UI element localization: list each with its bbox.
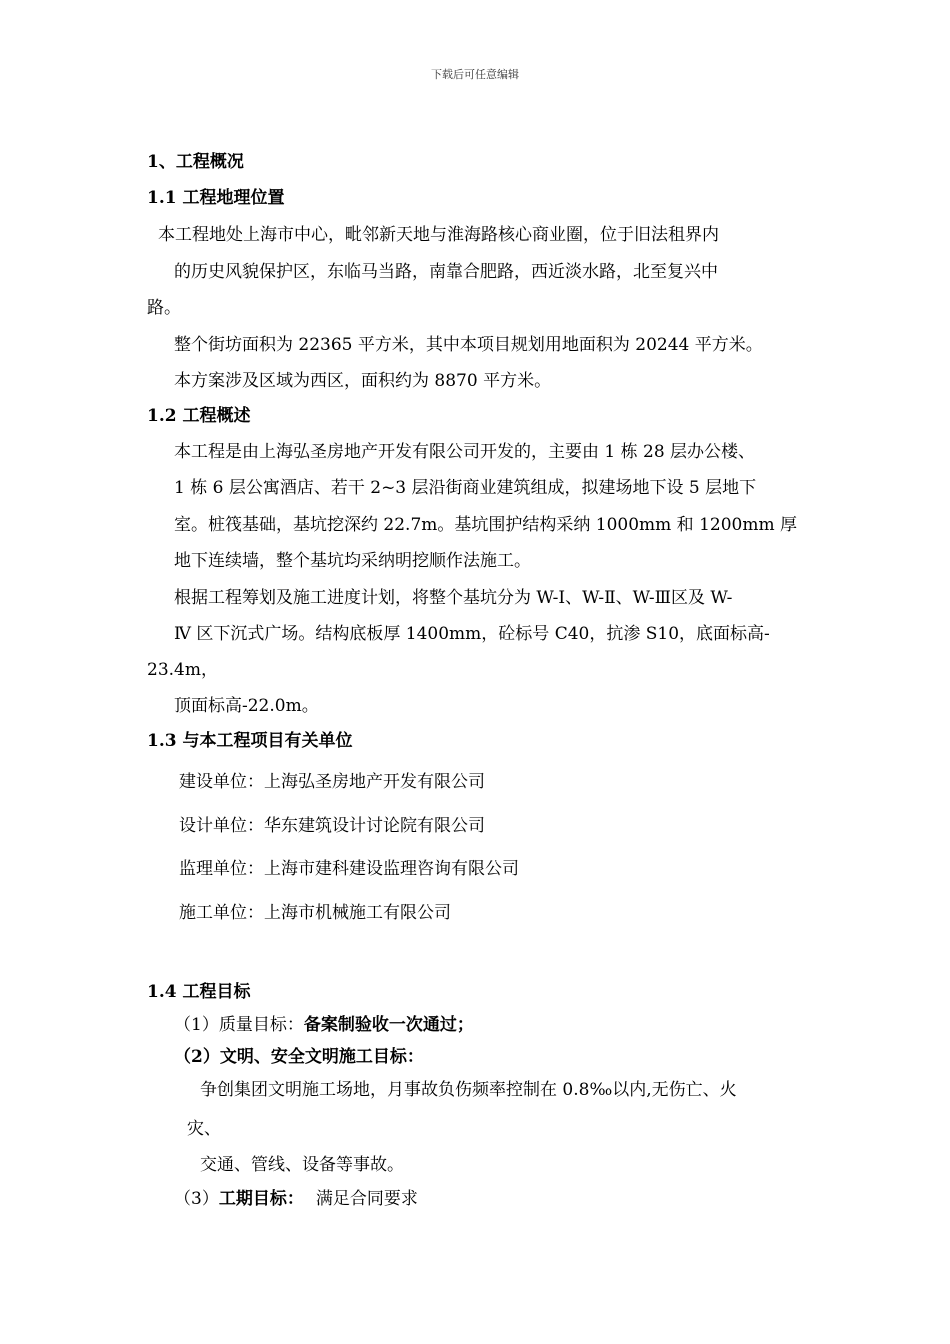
section-1-1-title: 1.1 工程地理位置 bbox=[147, 188, 285, 208]
paragraph-line: 根据工程筹划及施工进度计划，将整个基坑分为 W-Ⅰ、W-Ⅱ、W-Ⅲ区及 W- bbox=[174, 588, 733, 608]
safety-line: 争创集团文明施工场地，月事故负伤频率控制在 0.8‰以内,无伤亡、火 bbox=[200, 1080, 737, 1100]
page-header: 下载后可任意编辑 bbox=[431, 68, 519, 81]
paragraph-line: 1 栋 6 层公寓酒店、若干 2~3 层沿街商业建筑组成，拟建场地下设 5 层地下 bbox=[174, 478, 757, 498]
unit-line: 建设单位：上海弘圣房地产开发有限公司 bbox=[179, 772, 485, 792]
section-1-3-title: 1.3 与本工程项目有关单位 bbox=[147, 731, 353, 751]
paragraph-line: 本工程是由上海弘圣房地产开发有限公司开发的，主要由 1 栋 28 层办公楼、 bbox=[174, 442, 756, 462]
quality-value: 备案制验收一次通过； bbox=[303, 1015, 474, 1035]
schedule-target bbox=[174, 1188, 418, 1210]
unit-line: 监理单位：上海市建科建设监理咨询有限公司 bbox=[179, 859, 519, 879]
safety-line: 交通、管线、设备等事故。 bbox=[200, 1155, 404, 1175]
schedule-bold-label: 工期目标： bbox=[218, 1189, 304, 1209]
schedule-label: （3） bbox=[174, 1189, 219, 1209]
paragraph-line: 的历史风貌保护区，东临马当路，南靠合肥路，西近淡水路，北至复兴中 bbox=[174, 262, 718, 282]
paragraph-line: 23.4m， bbox=[147, 660, 218, 680]
section-1-4-title: 1.4 工程目标 bbox=[147, 982, 251, 1002]
paragraph-line: 整个街坊面积为 22365 平方米，其中本项目规划用地面积为 20244 平方米。 bbox=[174, 335, 763, 355]
paragraph-line: 路。 bbox=[147, 298, 181, 318]
section-1-2-title: 1.2 工程概述 bbox=[147, 406, 251, 426]
quality-label: （1）质量目标： bbox=[174, 1015, 304, 1035]
safety-line: 灾、 bbox=[187, 1119, 221, 1139]
quality-target bbox=[174, 1014, 474, 1036]
paragraph-line: 室。桩筏基础，基坑挖深约 22.7m。基坑围护结构采纳 1000mm 和 1200mm 厚 bbox=[174, 515, 797, 535]
paragraph-line: 本方案涉及区域为西区，面积约为 8870 平方米。 bbox=[174, 371, 552, 391]
paragraph-line: 地下连续墙，整个基坑均采纳明挖顺作法施工。 bbox=[174, 551, 531, 571]
safety-label: （2）文明、安全文明施工目标： bbox=[174, 1047, 424, 1067]
paragraph-line: 本工程地处上海市中心，毗邻新天地与淮海路核心商业圈，位于旧法租界内 bbox=[158, 225, 719, 245]
paragraph-line: 顶面标高-22.0m。 bbox=[174, 696, 319, 716]
section-1-title: 1、工程概况 bbox=[147, 152, 244, 172]
unit-line: 设计单位：华东建筑设计讨论院有限公司 bbox=[179, 816, 485, 836]
schedule-value: 满足合同要求 bbox=[315, 1189, 418, 1209]
paragraph-line: Ⅳ 区下沉式广场。结构底板厚 1400mm，砼标号 C40，抗渗 S10，底面标高- bbox=[174, 624, 770, 644]
unit-line: 施工单位：上海市机械施工有限公司 bbox=[179, 903, 451, 923]
